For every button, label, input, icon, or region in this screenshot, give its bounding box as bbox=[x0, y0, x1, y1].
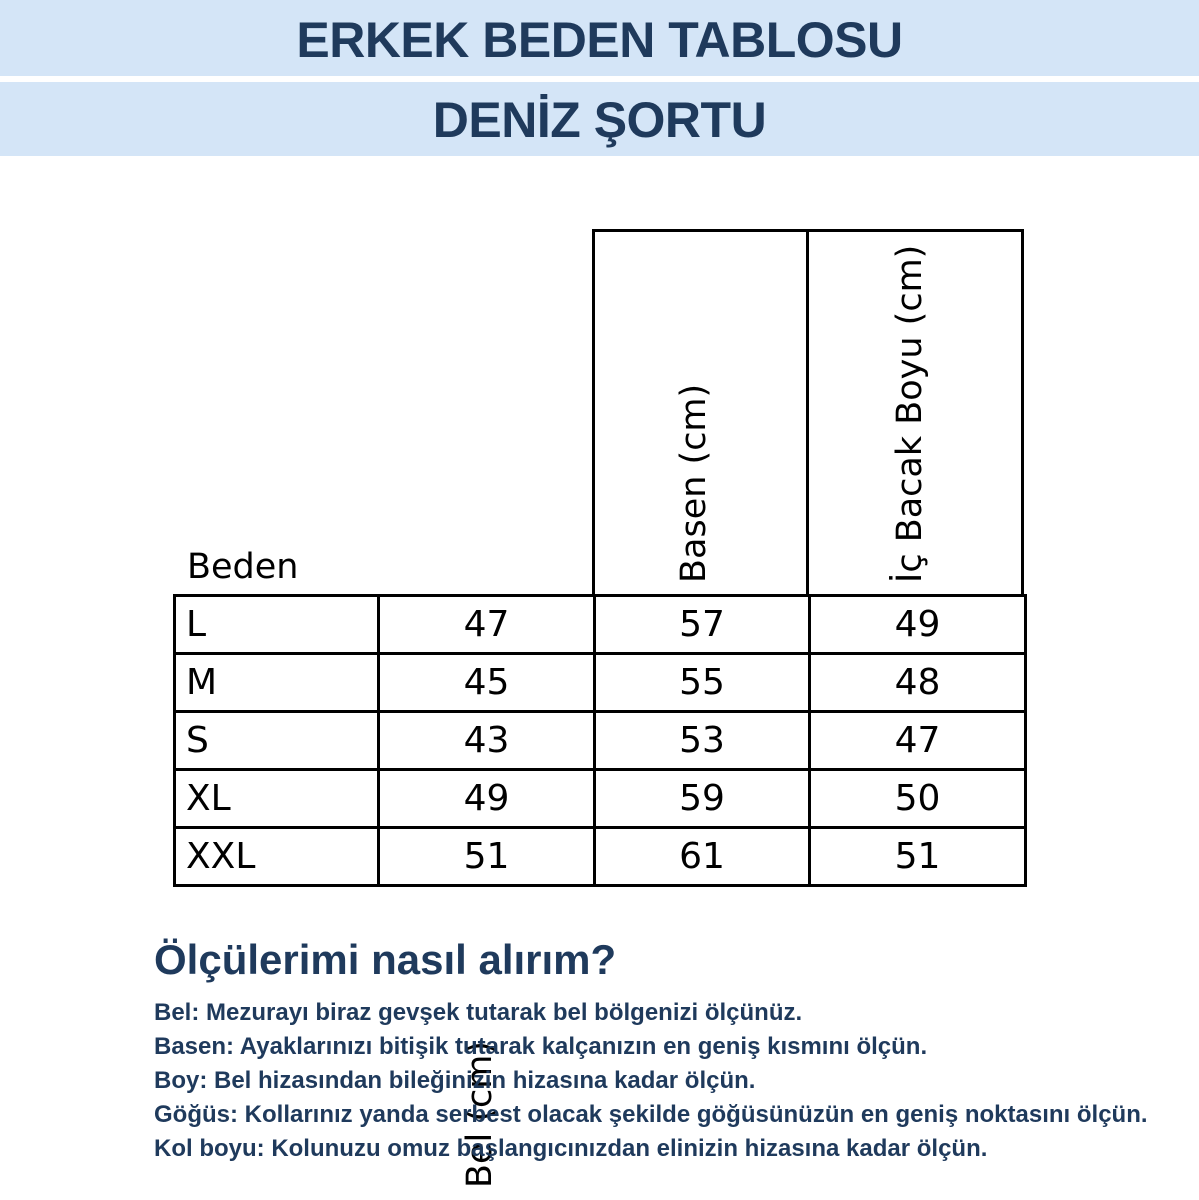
table-row bbox=[175, 596, 1026, 654]
ic-bacak-cell: 47 bbox=[810, 712, 1026, 770]
size-table bbox=[173, 594, 1027, 887]
table-row bbox=[175, 654, 1026, 712]
basen-cell: 61 bbox=[595, 828, 810, 886]
table-row bbox=[175, 828, 1026, 886]
size-cell: M bbox=[175, 654, 379, 712]
bel-cell: 45 bbox=[379, 654, 595, 712]
basen-cell: 55 bbox=[595, 654, 810, 712]
bel-cell: 51 bbox=[379, 828, 595, 886]
column-header-size: Beden bbox=[187, 547, 299, 587]
howto-heading: Ölçülerimi nasıl alırım? bbox=[154, 936, 617, 983]
column-header-basen-box bbox=[592, 229, 809, 595]
bel-cell: 47 bbox=[379, 596, 595, 654]
page-title: ERKEK BEDEN TABLOSU bbox=[296, 12, 903, 68]
note-basen: Basen: Ayaklarınızı bitişik tutarak kalçanızın en geniş kısmını ölçün. bbox=[154, 1033, 928, 1060]
note-kol-boyu: Kol boyu: Kolunuzu omuz başlangıcınızdan elinizin hizasına kadar ölçün. bbox=[154, 1135, 988, 1162]
ic-bacak-cell: 49 bbox=[810, 596, 1026, 654]
note-gogus: Göğüs: Kollarınız yanda serbest olacak şekilde göğüsünüzün en geniş noktasını ölçün. bbox=[154, 1101, 1148, 1128]
basen-cell: 53 bbox=[595, 712, 810, 770]
size-cell: XXL bbox=[175, 828, 379, 886]
subtitle-band bbox=[0, 82, 1199, 156]
ic-bacak-cell: 51 bbox=[810, 828, 1026, 886]
note-boy: Boy: Bel hizasından bileğinizin hizasına kadar ölçün. bbox=[154, 1067, 756, 1094]
ic-bacak-cell: 50 bbox=[810, 770, 1026, 828]
column-header-ic-bacak-box bbox=[806, 229, 1024, 595]
table-row bbox=[175, 770, 1026, 828]
column-header-basen: Basen (cm) bbox=[674, 383, 714, 583]
bel-cell: 43 bbox=[379, 712, 595, 770]
page-subtitle: DENİZ ŞORTU bbox=[432, 92, 767, 148]
table-row bbox=[175, 712, 1026, 770]
measurement-notes bbox=[154, 996, 1154, 1166]
basen-cell: 59 bbox=[595, 770, 810, 828]
title-band bbox=[0, 0, 1199, 76]
size-cell: S bbox=[175, 712, 379, 770]
ic-bacak-cell: 48 bbox=[810, 654, 1026, 712]
basen-cell: 57 bbox=[595, 596, 810, 654]
bel-cell: 49 bbox=[379, 770, 595, 828]
column-header-ic-bacak: İç Bacak Boyu (cm) bbox=[890, 244, 930, 583]
size-cell: XL bbox=[175, 770, 379, 828]
column-header-bel: Bel (cm) bbox=[460, 1040, 500, 1188]
size-cell: L bbox=[175, 596, 379, 654]
note-bel: Bel: Mezurayı biraz gevşek tutarak bel bölgenizi ölçünüz. bbox=[154, 999, 803, 1026]
